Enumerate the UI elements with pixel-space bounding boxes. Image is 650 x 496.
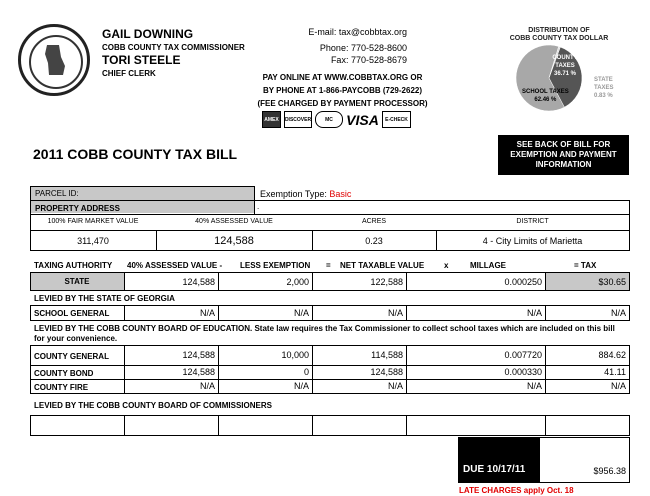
cobb-county-seal	[18, 24, 90, 96]
state-row-net: 122,588	[370, 277, 403, 287]
georgia-state-icon	[45, 45, 65, 75]
parcel-id-label: PARCEL ID:	[35, 189, 79, 198]
state-row-assessed: 124,588	[182, 277, 215, 287]
district-value: 4 - City Limits of Marietta	[482, 236, 583, 246]
th-millage: MILLAGE	[470, 261, 506, 270]
th-authority: TAXING AUTHORITY	[34, 261, 113, 270]
state-row-millage: 0.000250	[504, 277, 542, 287]
amex-card-icon: AMEX	[262, 111, 281, 128]
due-amount: $956.38	[593, 466, 626, 476]
assessed-header: 40% ASSESSED VALUE	[195, 218, 273, 225]
pay-online-text[interactable]: PAY ONLINE AT WWW.COBBTAX.ORG OR	[262, 73, 423, 82]
state-row-name: STATE	[64, 277, 90, 286]
property-address-value: .	[257, 202, 260, 211]
section-education: LEVIED BY THE COBB COUNTY BOARD OF EDUCATION. State law requires the Tax Commissioner to collect school taxes which are included on this bill for your convenience.	[34, 324, 615, 343]
state-row-exemption: 2,000	[286, 277, 309, 287]
mastercard-icon: MC	[315, 111, 343, 128]
acres-header: ACRES	[361, 218, 387, 225]
pie-label-county: COUNTY TAXES 36.71 %	[552, 55, 578, 77]
th-tax: = TAX	[574, 261, 597, 270]
contact-fax: Fax: 770-528-8679	[330, 55, 407, 65]
th-equals: =	[326, 261, 331, 270]
property-address-label: PROPERTY ADDRESS	[35, 204, 120, 213]
section-commissioners: LEVIED BY THE COBB COUNTY BOARD OF COMMISSIONERS	[34, 401, 272, 410]
discover-card-icon: DISCOVER	[284, 111, 312, 128]
due-date: DUE 10/17/11	[463, 464, 526, 475]
state-row-tax: $30.65	[598, 277, 626, 287]
fmv-value: 311,470	[77, 236, 109, 246]
payment-info	[250, 71, 435, 110]
bill-title: 2011 COBB COUNTY TAX BILL	[33, 146, 238, 162]
pay-phone-text: BY PHONE AT 1-866-PAYCOBB (729-2622)	[262, 86, 423, 95]
pie-label-state: STATE TAXES 0.83 %	[594, 77, 614, 99]
late-charges-note: LATE CHARGES apply Oct. 18	[459, 486, 574, 495]
commissioner-title: COBB COUNTY TAX COMMISSIONER	[102, 43, 245, 52]
contact-phone: Phone: 770-528-8600	[319, 43, 407, 53]
exemption-value: Basic	[329, 189, 352, 199]
school-general-name: SCHOOL GENERAL	[34, 309, 110, 318]
electronic-check-icon: E-CHECK	[382, 111, 411, 128]
pie-label-school: SCHOOL TAXES 62.46 %	[522, 89, 569, 103]
contact-email[interactable]: E-mail: tax@cobbtax.org	[308, 27, 407, 37]
visa-card-icon: VISA	[346, 111, 379, 128]
th-assessed: 40% ASSESSED VALUE -	[127, 261, 223, 270]
see-back-note: SEE BACK OF BILL FOR EXEMPTION AND PAYMENT INFORMATION	[498, 135, 629, 175]
commissioner-name: GAIL DOWNING	[102, 27, 194, 41]
pie-title: DISTRIBUTION OF COBB COUNTY TAX DOLLAR	[509, 27, 609, 42]
acres-value: 0.23	[365, 236, 383, 246]
fmv-header: 100% FAIR MARKET VALUE	[47, 218, 139, 225]
fee-note: (FEE CHARGED BY PAYMENT PROCESSOR)	[257, 99, 428, 108]
section-state: LEVIED BY THE STATE OF GEORGIA	[34, 294, 175, 303]
assessed-value: 124,588	[214, 235, 254, 247]
th-exemption: LESS EXEMPTION	[240, 261, 311, 270]
clerk-title: CHIEF CLERK	[102, 69, 156, 78]
accepted-cards	[262, 111, 411, 128]
district-header: DISTRICT	[516, 218, 549, 225]
exemption-type: Exemption Type: Basic	[260, 189, 352, 199]
clerk-name: TORI STEELE	[102, 53, 181, 67]
th-times: x	[444, 261, 449, 270]
th-net: NET TAXABLE VALUE	[340, 261, 425, 270]
